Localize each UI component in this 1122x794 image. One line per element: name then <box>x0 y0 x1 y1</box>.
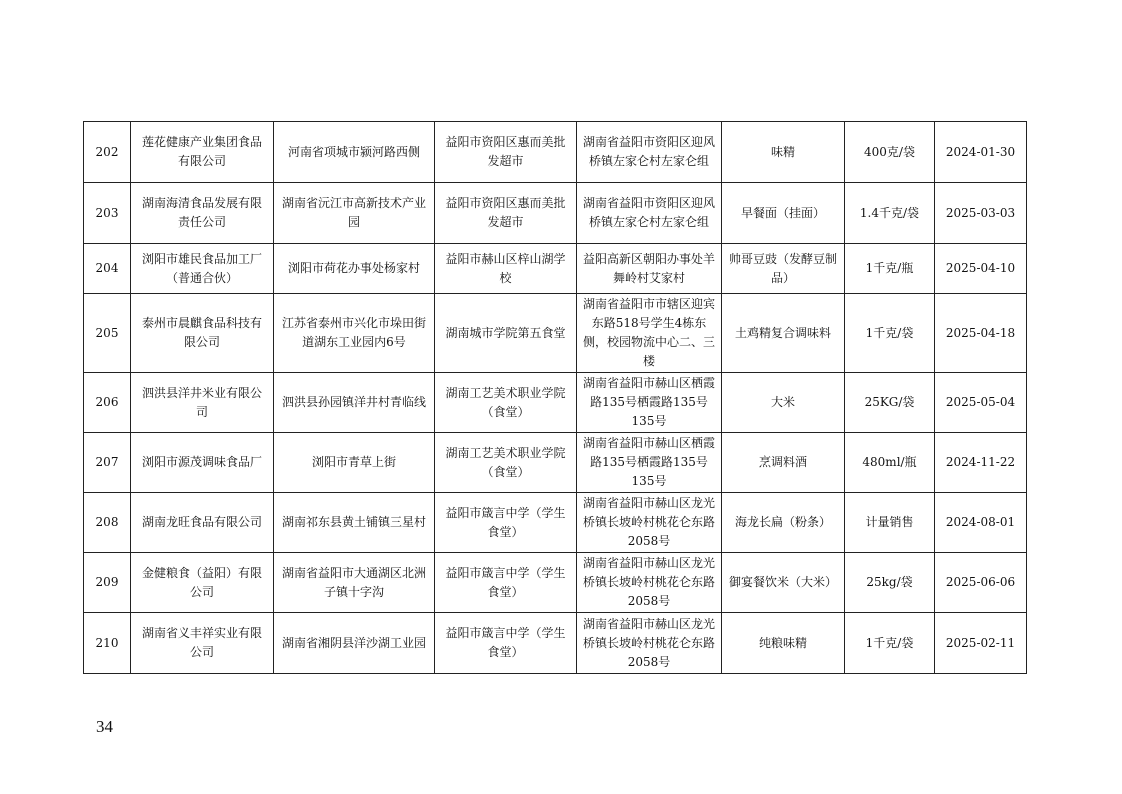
product-name-cell: 纯粮味精 <box>722 613 845 674</box>
product-name-cell: 御宴餐饮米（大米） <box>722 553 845 613</box>
sampled-unit-address-cell: 湖南省益阳市赫山区栖霞路135号栖霞路135号135号 <box>577 373 722 433</box>
table-row <box>84 433 1027 493</box>
sampled-unit-address-cell: 湖南省益阳市资阳区迎风桥镇左家仑村左家仑组 <box>577 122 722 183</box>
product-name-cell: 大米 <box>722 373 845 433</box>
production-date-cell: 2024-01-30 <box>935 122 1027 183</box>
production-date-cell: 2024-08-01 <box>935 493 1027 553</box>
table-row <box>84 294 1027 373</box>
sampled-unit-name-cell: 益阳市箴言中学（学生食堂） <box>435 613 577 674</box>
producer-name-cell: 浏阳市源茂调味食品厂 <box>131 433 274 493</box>
producer-name-cell: 泰州市晨麒食品科技有限公司 <box>131 294 274 373</box>
table-row <box>84 122 1027 183</box>
production-date-cell: 2025-06-06 <box>935 553 1027 613</box>
producer-name-cell: 泗洪县洋井米业有限公司 <box>131 373 274 433</box>
product-spec-cell: 480ml/瓶 <box>845 433 935 493</box>
producer-name-cell: 湖南省义丰祥实业有限公司 <box>131 613 274 674</box>
product-spec-cell: 25KG/袋 <box>845 373 935 433</box>
row-number-cell: 206 <box>84 373 131 433</box>
row-number-cell: 202 <box>84 122 131 183</box>
sampled-unit-address-cell: 湖南省益阳市赫山区龙光桥镇长坡岭村桃花仑东路2058号 <box>577 493 722 553</box>
sampled-unit-address-cell: 湖南省益阳市赫山区龙光桥镇长坡岭村桃花仑东路2058号 <box>577 553 722 613</box>
producer-address-cell: 河南省项城市颍河路西侧 <box>274 122 435 183</box>
table-row <box>84 183 1027 244</box>
production-date-cell: 2025-04-10 <box>935 244 1027 294</box>
sampled-unit-name-cell: 湖南城市学院第五食堂 <box>435 294 577 373</box>
table-row <box>84 493 1027 553</box>
row-number-cell: 208 <box>84 493 131 553</box>
table-row <box>84 373 1027 433</box>
sampled-unit-name-cell: 湖南工艺美术职业学院（食堂） <box>435 433 577 493</box>
product-spec-cell: 25kg/袋 <box>845 553 935 613</box>
table-row <box>84 244 1027 294</box>
producer-address-cell: 浏阳市荷花办事处杨家村 <box>274 244 435 294</box>
producer-address-cell: 湖南省益阳市大通湖区北洲子镇十字沟 <box>274 553 435 613</box>
table-row <box>84 613 1027 674</box>
production-date-cell: 2025-04-18 <box>935 294 1027 373</box>
production-date-cell: 2025-05-04 <box>935 373 1027 433</box>
producer-address-cell: 湖南省沅江市高新技术产业园 <box>274 183 435 244</box>
producer-name-cell: 湖南海清食品发展有限责任公司 <box>131 183 274 244</box>
sampling-results-table <box>83 121 1027 674</box>
sampled-unit-name-cell: 益阳市赫山区梓山湖学校 <box>435 244 577 294</box>
producer-name-cell: 金健粮食（益阳）有限公司 <box>131 553 274 613</box>
sampled-unit-address-cell: 湖南省益阳市赫山区栖霞路135号栖霞路135号135号 <box>577 433 722 493</box>
producer-address-cell: 湖南祁东县黄土铺镇三星村 <box>274 493 435 553</box>
product-name-cell: 烹调料酒 <box>722 433 845 493</box>
producer-name-cell: 湖南龙旺食品有限公司 <box>131 493 274 553</box>
product-name-cell: 海龙长扁（粉条） <box>722 493 845 553</box>
product-name-cell: 味精 <box>722 122 845 183</box>
product-name-cell: 土鸡精复合调味料 <box>722 294 845 373</box>
row-number-cell: 203 <box>84 183 131 244</box>
production-date-cell: 2025-03-03 <box>935 183 1027 244</box>
product-name-cell: 帅哥豆豉（发酵豆制品） <box>722 244 845 294</box>
sampled-unit-address-cell: 益阳高新区朝阳办事处羊舞岭村艾家村 <box>577 244 722 294</box>
product-spec-cell: 1千克/瓶 <box>845 244 935 294</box>
product-spec-cell: 1千克/袋 <box>845 294 935 373</box>
production-date-cell: 2025-02-11 <box>935 613 1027 674</box>
producer-address-cell: 浏阳市青草上街 <box>274 433 435 493</box>
producer-name-cell: 莲花健康产业集团食品有限公司 <box>131 122 274 183</box>
sampled-unit-address-cell: 湖南省益阳市资阳区迎风桥镇左家仑村左家仑组 <box>577 183 722 244</box>
product-name-cell: 早餐面（挂面） <box>722 183 845 244</box>
row-number-cell: 209 <box>84 553 131 613</box>
producer-address-cell: 江苏省泰州市兴化市垛田街道湖东工业园内6号 <box>274 294 435 373</box>
product-spec-cell: 1千克/袋 <box>845 613 935 674</box>
product-spec-cell: 计量销售 <box>845 493 935 553</box>
sampled-unit-name-cell: 益阳市资阳区惠而美批发超市 <box>435 183 577 244</box>
producer-address-cell: 泗洪县孙园镇洋井村青临线 <box>274 373 435 433</box>
table-row <box>84 553 1027 613</box>
sampled-unit-address-cell: 湖南省益阳市赫山区龙光桥镇长坡岭村桃花仑东路2058号 <box>577 613 722 674</box>
product-spec-cell: 1.4千克/袋 <box>845 183 935 244</box>
sampled-unit-name-cell: 益阳市箴言中学（学生食堂） <box>435 493 577 553</box>
producer-name-cell: 浏阳市雄民食品加工厂（普通合伙） <box>131 244 274 294</box>
sampled-unit-name-cell: 湖南工艺美术职业学院（食堂） <box>435 373 577 433</box>
sampled-unit-name-cell: 益阳市资阳区惠而美批发超市 <box>435 122 577 183</box>
producer-address-cell: 湖南省湘阴县洋沙湖工业园 <box>274 613 435 674</box>
row-number-cell: 205 <box>84 294 131 373</box>
page-number: 34 <box>96 717 113 736</box>
sampled-unit-name-cell: 益阳市箴言中学（学生食堂） <box>435 553 577 613</box>
sampled-unit-address-cell: 湖南省益阳市市辖区迎宾东路518号学生4栋东侧，校园物流中心二、三楼 <box>577 294 722 373</box>
row-number-cell: 207 <box>84 433 131 493</box>
row-number-cell: 204 <box>84 244 131 294</box>
production-date-cell: 2024-11-22 <box>935 433 1027 493</box>
row-number-cell: 210 <box>84 613 131 674</box>
product-spec-cell: 400克/袋 <box>845 122 935 183</box>
